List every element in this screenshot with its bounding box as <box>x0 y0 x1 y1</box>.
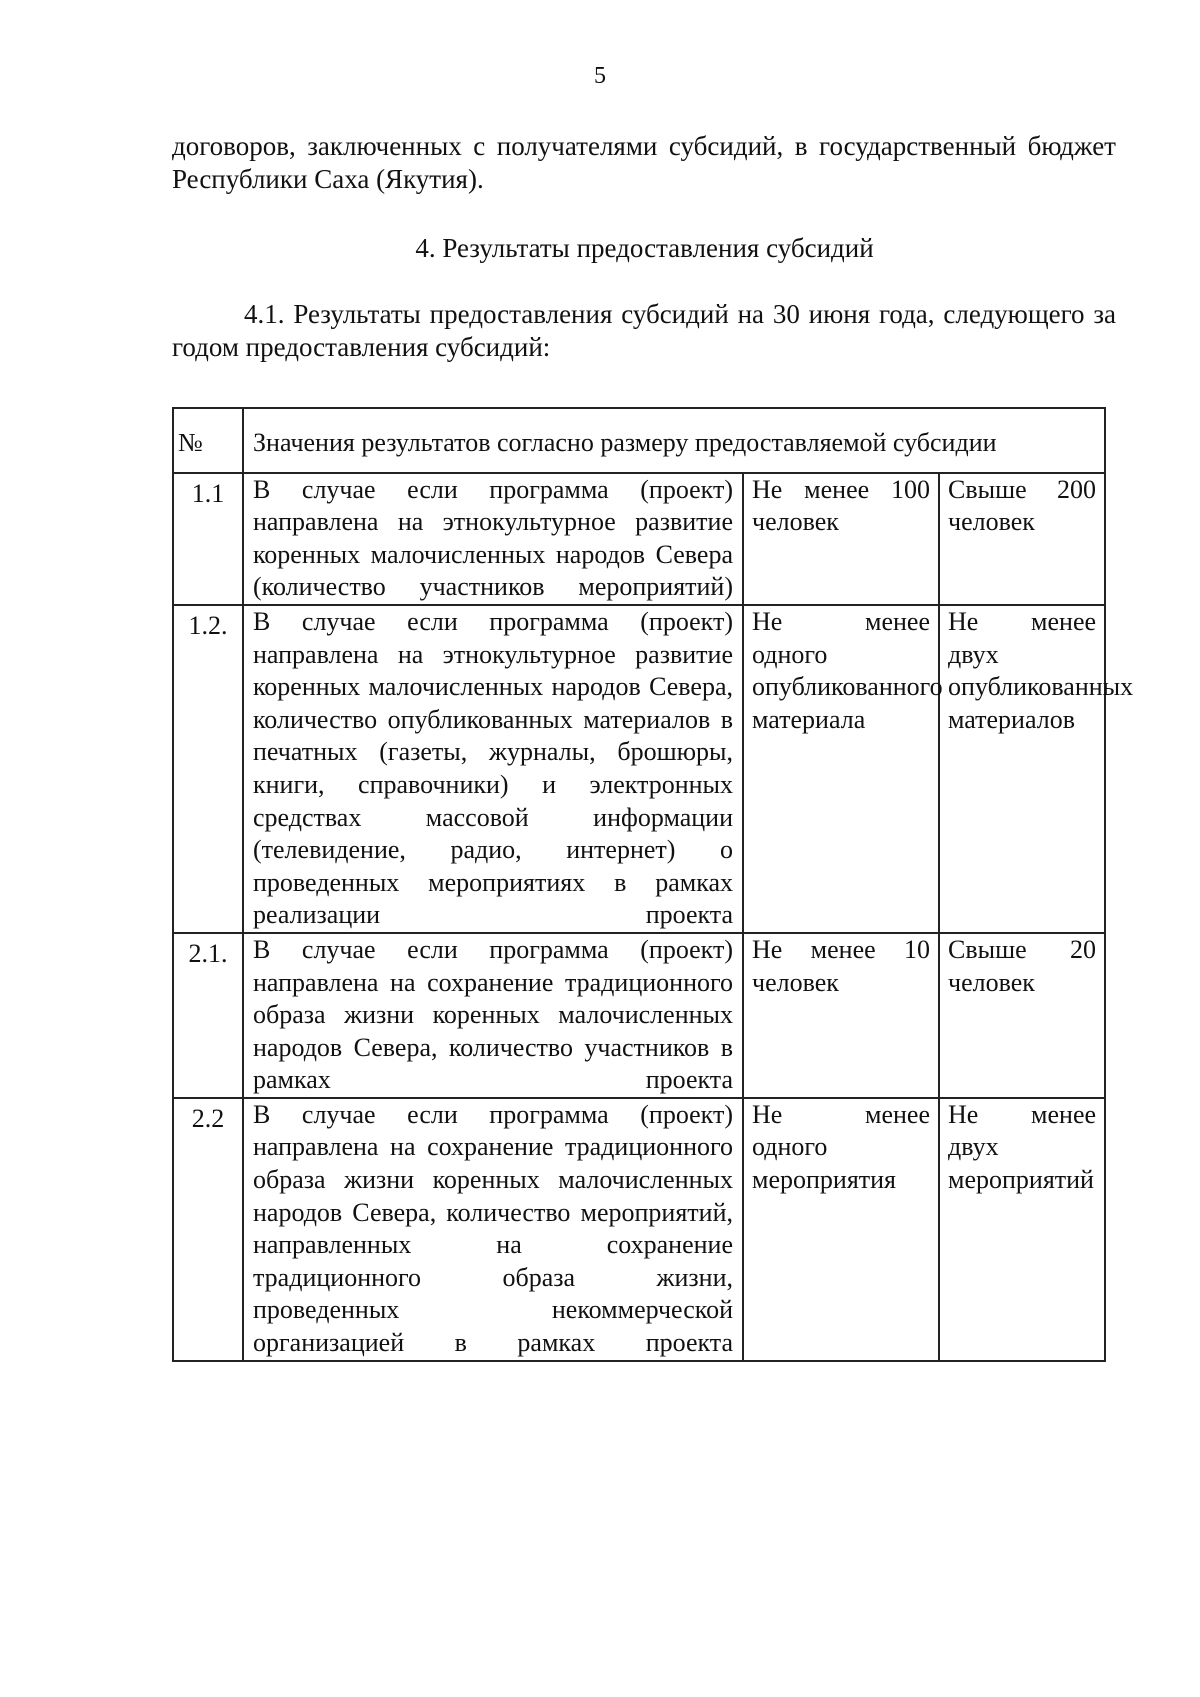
row-description: В случае если программа (проект) направлена на этнокультурное развитие коренных малочисленных народов Севера (количество участников мероприятий) <box>243 473 743 605</box>
row-value-min: Не менее одного мероприятия <box>743 1098 939 1361</box>
table-row <box>173 473 1105 605</box>
page-number: 5 <box>594 63 606 89</box>
row-number: 1.1 <box>173 473 243 605</box>
row-value-max: Не менее двух мероприятий <box>939 1098 1105 1361</box>
table-header-row <box>173 408 1105 473</box>
row-description: В случае если программа (проект) направлена на сохранение традиционного образа жизни коренных малочисленных народов Севера, количество мероприятий, направленных на сохранение традиционного образа жизни, проведенных некоммерческой организацией в рамках проекта <box>243 1098 743 1361</box>
row-value-min: Не менее одного опубликованного материала <box>743 605 939 933</box>
row-number: 2.1. <box>173 933 243 1098</box>
row-number: 2.2 <box>173 1098 243 1361</box>
header-num-cell: № <box>173 408 243 473</box>
row-description: В случае если программа (проект) направлена на сохранение традиционного образа жизни коренных малочисленных народов Севера, количество участников в рамках проекта <box>243 933 743 1098</box>
row-value-max: Не менее двух опубликованных материалов <box>939 605 1105 933</box>
results-table <box>172 407 1134 1362</box>
row-number: 1.2. <box>173 605 243 933</box>
table-row <box>173 1098 1105 1361</box>
paragraph-intro: 4.1. Результаты предоставления субсидий на 30 июня года, следующего за годом предоставления субсидий: <box>172 299 1116 362</box>
table-row <box>173 933 1105 1098</box>
table-row <box>173 605 1105 933</box>
row-value-max: Свыше 20 человек <box>939 933 1105 1098</box>
section-heading: 4. Результаты предоставления субсидий <box>415 233 874 263</box>
row-value-min: Не менее 100 человек <box>743 473 939 605</box>
paragraph-continuation: договоров, заключенных с получателями субсидий, в государственный бюджет Республики Саха (Якутия). <box>172 131 1116 194</box>
row-value-max: Свыше 200 человек <box>939 473 1105 605</box>
row-description: В случае если программа (проект) направлена на этнокультурное развитие коренных малочисленных народов Севера, количество опубликованных материалов в печатных (газеты, журналы, брошюры, книги, справочники) и электронных средствах массовой информации (телевидение, радио, интернет) о проведенных мероприятиях в рамках реализации проекта <box>243 605 743 933</box>
row-value-min: Не менее 10 человек <box>743 933 939 1098</box>
header-title-cell: Значения результатов согласно размеру предоставляемой субсидии <box>243 408 1105 473</box>
